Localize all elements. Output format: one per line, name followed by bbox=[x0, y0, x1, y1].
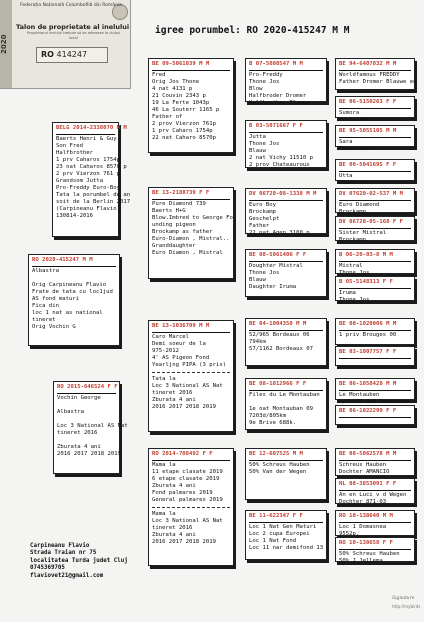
detail-line: Files du Le Montauban bbox=[249, 392, 320, 398]
sire-dam-card bbox=[148, 187, 234, 279]
detail-line: 22 nat Agen 3100 p bbox=[249, 230, 310, 236]
detail-line: Pure Diamond 739 bbox=[152, 201, 206, 207]
owner-street: Strada Traian nr 75 bbox=[30, 550, 97, 557]
detail-line: Granddaughter bbox=[152, 243, 196, 249]
sire-sire-card bbox=[148, 58, 234, 153]
owner-name: Carpineanu Flavio bbox=[30, 543, 90, 549]
great-great-grandparent-card bbox=[335, 58, 415, 90]
detail-line: 1 prv Caharo 1754p bbox=[152, 128, 213, 134]
detail-line: 975-2012 bbox=[152, 348, 179, 354]
great-grandparent-card bbox=[245, 249, 327, 297]
great-great-grandparent-card bbox=[335, 405, 415, 425]
detail-line: 19 La Ferte 1043p bbox=[152, 100, 210, 106]
detail-line: 22 nat Caharo 8570p bbox=[152, 135, 216, 141]
pigeon-details bbox=[339, 417, 411, 426]
detail-line: 21 Couvin 2343 p bbox=[152, 93, 206, 99]
detail-line: Loc 3 National AS Nat bbox=[152, 383, 223, 389]
ring-header: DV 06720-08-1338 M M bbox=[249, 191, 317, 197]
detail-line: loc 1 nat as national bbox=[32, 310, 103, 316]
great-grandparent-card bbox=[245, 318, 327, 366]
ring-number: 414247 bbox=[56, 50, 88, 59]
pigeon-details bbox=[339, 228, 411, 244]
label-year: 2020 bbox=[0, 0, 12, 88]
detail-line: Fica din bbox=[32, 303, 59, 309]
detail-line: 6 etape clasate 2019 bbox=[152, 476, 220, 482]
detail-line: Blauw bbox=[249, 148, 266, 154]
ring-header: BE 06-1058428 M M bbox=[339, 381, 397, 387]
detail-line: Mama la bbox=[152, 511, 176, 517]
detail-line bbox=[339, 360, 411, 367]
detail-line: Loc 1 Domasnea bbox=[339, 524, 387, 530]
detail-line: Zburata 4 ani bbox=[152, 532, 196, 538]
pigeon-details bbox=[339, 522, 411, 538]
great-great-grandparent-card bbox=[335, 318, 415, 345]
detail-line: Zburata 4 ani bbox=[57, 444, 101, 450]
pigeon-details bbox=[339, 108, 411, 124]
ring-header: BE 04-1004350 M M bbox=[249, 321, 307, 327]
detail-line: Blow bbox=[249, 86, 263, 92]
great-great-grandparent-card bbox=[335, 378, 415, 405]
great-great-grandparent-card bbox=[335, 188, 415, 213]
detail-line: Vochin George bbox=[57, 395, 101, 401]
great-great-grandparent-card bbox=[335, 346, 415, 366]
detail-line: Blow.Imbred to George Fo bbox=[152, 215, 233, 221]
detail-line: Pro-Freddy bbox=[249, 72, 283, 78]
ring-header: DV 06720-05-168 F F bbox=[339, 219, 403, 225]
ring-header: BE 09-5061039 M M bbox=[152, 61, 210, 67]
detail-line: Loc 11 nar demifond 13 bbox=[249, 545, 324, 551]
detail-line bbox=[57, 416, 116, 423]
detail-line: Grandsom Jutta bbox=[56, 178, 104, 184]
detail-line: Worldfamous FREDDY bbox=[339, 72, 400, 78]
ring-header: DV 07620-02-537 M M bbox=[339, 191, 403, 197]
detail-line: Orig Jos Thone bbox=[152, 79, 200, 85]
detail-line: Le Montauben bbox=[339, 392, 380, 398]
detail-line: 1e nat Montauban 09 bbox=[249, 406, 313, 412]
owner-city: localitatea Turda judet Cluj bbox=[30, 557, 128, 564]
detail-line: Tata la porumbel de an bbox=[56, 192, 131, 198]
detail-line: Dochter AMANCIO bbox=[339, 469, 390, 475]
detail-line: Son Fred bbox=[56, 143, 83, 149]
great-grandparent-card bbox=[245, 188, 327, 234]
detail-line: unding pigeon bbox=[152, 222, 196, 228]
detail-line: AS fond maturi bbox=[32, 296, 80, 302]
pigeon-details bbox=[249, 522, 323, 552]
ring-header: B 06-20-03-8 M M bbox=[339, 252, 393, 258]
page-title: igree porumbel: RO 2020-415247 M M bbox=[155, 25, 350, 36]
pigeon-details bbox=[339, 171, 411, 187]
great-great-grandparent-card bbox=[335, 216, 415, 241]
great-great-grandparent-card bbox=[335, 96, 415, 123]
detail-line: Utta bbox=[339, 173, 353, 179]
pigeon-details bbox=[339, 490, 411, 506]
detail-line: 2016 2017 2018 2019 bbox=[152, 539, 216, 545]
ring-header: BELG 2014-2338070 M M bbox=[56, 125, 127, 131]
detail-line: Euro Boy bbox=[249, 202, 276, 208]
pigeon-details bbox=[57, 393, 128, 458]
pigeon-details bbox=[152, 460, 230, 546]
detail-line: Jutta bbox=[249, 134, 266, 140]
detail-line: 794km bbox=[249, 339, 266, 345]
pigeon-details bbox=[249, 70, 323, 107]
detail-line: Pro-Freddy Euro-Boy bbox=[56, 185, 120, 191]
detail-line: 50% Schreus Hauben bbox=[249, 462, 310, 468]
pigeon-details bbox=[152, 332, 230, 411]
detail-line bbox=[57, 437, 116, 444]
sire-card bbox=[52, 122, 131, 237]
great-great-grandparent-card bbox=[335, 537, 415, 562]
detail-line: 7203d/805km bbox=[249, 413, 287, 419]
ring-header: BE 00-5041695 F F bbox=[339, 162, 397, 168]
great-grandparent-card bbox=[245, 378, 327, 430]
great-great-grandparent-card bbox=[335, 510, 415, 536]
detail-line: tineret 2016 bbox=[152, 525, 193, 531]
detail-line: Brockamp as father bbox=[152, 229, 213, 235]
ring-header: BE 12-607525 M M bbox=[249, 451, 303, 457]
detail-line: Brockamp bbox=[249, 209, 276, 215]
detail-line: Sara bbox=[339, 139, 353, 145]
detail-line: Thone Jos bbox=[339, 180, 370, 186]
pigeon-details bbox=[249, 261, 323, 291]
detail-line: 52/965 Bordeaux 06 bbox=[249, 332, 310, 338]
ring-header: BE 03-1007757 F F bbox=[339, 349, 397, 355]
detail-line: 1 prv Caharos 1754p bbox=[56, 157, 120, 163]
detail-line: 4 nat 4131 p bbox=[152, 86, 193, 92]
detail-line: (Carpineanu Flavio) bbox=[56, 206, 120, 212]
detail-line: 2 prov Chateauroux bbox=[249, 162, 310, 168]
pigeon-details bbox=[152, 199, 233, 257]
detail-line: Euro-Diamon , Mistral.. bbox=[152, 236, 230, 242]
ring-header: BE 95-5055105 M M bbox=[339, 128, 397, 134]
detail-line: 2016 2017 2018 2019 bbox=[57, 451, 121, 457]
dam-card bbox=[53, 381, 128, 474]
pigeon-details bbox=[339, 70, 417, 86]
ring-header: RO 2020-415247 M M bbox=[32, 257, 93, 263]
detail-line: Loc 2 cupa Europei bbox=[249, 531, 310, 537]
detail-line: Sumora bbox=[339, 110, 360, 116]
pigeon-details bbox=[249, 132, 323, 169]
detail-line: Albastra bbox=[32, 268, 59, 274]
dam-sire-card bbox=[148, 320, 234, 432]
dam-dam-card bbox=[148, 448, 234, 566]
pigeon-details bbox=[152, 70, 230, 142]
detail-line: Daughter Iruma bbox=[249, 284, 297, 290]
detail-line: Caro Marcel bbox=[152, 334, 190, 340]
detail-line: 2 prv Vierzon 761 p bbox=[56, 171, 120, 177]
ring-header: RO 2015-646524 F F bbox=[57, 384, 118, 390]
detail-line: 57/1162 Bordeaux 07 bbox=[249, 346, 313, 352]
detail-line: Loc 3 National AS Nat bbox=[152, 518, 223, 524]
ring-header: B 03-5071667 F F bbox=[249, 123, 303, 129]
great-great-grandparent-card bbox=[335, 448, 415, 476]
detail-line: Thone Jos bbox=[339, 270, 370, 276]
ring-header: BE 13-2188739 F F bbox=[152, 190, 210, 196]
great-great-grandparent-card bbox=[335, 249, 415, 274]
owner-info bbox=[30, 543, 128, 580]
detail-line: tineret 2016 bbox=[57, 430, 98, 436]
detail-line: 2 prov Vierzon 761p bbox=[152, 121, 216, 127]
detail-line: Loc 1 Nat Gen Maturi bbox=[249, 524, 317, 530]
detail-line: Mama la bbox=[152, 462, 176, 468]
detail-line: 2016 2017 2018 2019 bbox=[152, 404, 216, 410]
detail-line: 9552p. bbox=[339, 531, 360, 537]
ring-header: BE 11-622347 F F bbox=[249, 513, 303, 519]
detail-line bbox=[339, 419, 411, 426]
detail-line: Sister Mistral bbox=[339, 230, 387, 236]
detail-line: Iruma bbox=[339, 290, 356, 296]
pigeon-details bbox=[249, 460, 323, 476]
detail-line: 130814-2016 bbox=[56, 213, 94, 219]
great-grandparent-card bbox=[245, 448, 327, 500]
detail-line: Zburata 4 ani bbox=[152, 483, 196, 489]
detail-line: 1 priv Brouges 00 bbox=[339, 332, 397, 338]
detail-line: Thone Jos bbox=[339, 297, 370, 303]
great-great-grandparent-card bbox=[335, 478, 415, 504]
detail-line: tineret 2016 bbox=[152, 390, 193, 396]
ring-header: BE 08-5062578 M M bbox=[339, 451, 397, 457]
detail-line: Frate de tata cu loc1jud bbox=[32, 289, 113, 295]
detail-line: Thone Jos bbox=[339, 117, 370, 123]
detail-line: Brockamp bbox=[339, 237, 366, 243]
detail-line: 23 nat Caharos 8570 p bbox=[56, 164, 127, 170]
detail-line: Halfbrother bbox=[56, 150, 94, 156]
separator bbox=[152, 372, 230, 373]
detail-line: Brockamp bbox=[339, 209, 366, 215]
pigeon-details bbox=[339, 330, 411, 339]
detail-line: Euro Diamond bbox=[339, 202, 380, 208]
detail-line: 50% Van der Wegen bbox=[249, 469, 307, 475]
owner-phone: 0745369705 bbox=[30, 565, 65, 572]
detail-line: Demi soeur de la bbox=[152, 341, 206, 347]
great-grandparent-card bbox=[245, 510, 327, 560]
detail-line: 2 nat Vichy 11510 p bbox=[249, 155, 313, 161]
detail-line: Blauw bbox=[249, 277, 266, 283]
pigeon-details bbox=[249, 390, 323, 427]
ring-header: BE 06-1022299 F F bbox=[339, 408, 397, 414]
ring-header: B 07-5080547 M M bbox=[249, 61, 303, 67]
detail-line: Tata la bbox=[152, 376, 176, 382]
detail-line: Fond palmares 2019 bbox=[152, 490, 213, 496]
detail-line: Loc 1 Nat Fond bbox=[249, 538, 297, 544]
great-grandparent-card bbox=[245, 58, 327, 106]
ring-header: NL 08-3853091 F F bbox=[339, 481, 397, 487]
detail-line bbox=[32, 275, 116, 282]
label-small-text: Proprietarul inelului trebuie să se adreseze la clubul local bbox=[26, 31, 121, 40]
detail-line: Euro Diamon , Mistral bbox=[152, 250, 223, 256]
detail-line: Baerts Henri & Guy bbox=[56, 136, 117, 142]
detail-line: Fred bbox=[152, 72, 166, 78]
detail-line: Baerts H+G bbox=[152, 208, 186, 214]
detail-line: 1/7.203 Nat Montauban bbox=[339, 399, 410, 405]
ring-ownership-label bbox=[0, 0, 131, 89]
label-organization: Federația Națională Columbofilă din România bbox=[20, 3, 122, 8]
detail-line: Father of bbox=[152, 114, 183, 120]
detail-line: Albastra bbox=[57, 409, 84, 415]
detail-line: Father Dromer Blauwe en bbox=[339, 79, 417, 85]
ring-header: BE 94-6407032 M M bbox=[339, 61, 397, 67]
detail-line: Thone Jos bbox=[249, 79, 280, 85]
ring-header: BE 08-5061406 F F bbox=[249, 252, 307, 258]
ring-header: BE 08-1012966 F F bbox=[249, 381, 307, 387]
signature: Signature bbox=[392, 596, 415, 601]
separator bbox=[152, 507, 230, 508]
pigeon-details bbox=[339, 137, 411, 153]
detail-line: Orig Vochin G bbox=[32, 324, 76, 330]
detail-line: Geschelpt bbox=[249, 216, 280, 222]
detail-line: 9e Brive 688k. bbox=[249, 420, 297, 426]
detail-line: 46 La Souterr 1165 p bbox=[152, 107, 220, 113]
detail-line: Father bbox=[249, 223, 270, 229]
detail-line: Orig Carpineanu Flavio bbox=[32, 282, 107, 288]
detail-line: Dochter 871-03 bbox=[339, 499, 387, 505]
detail-line: 11 etape clasate 2019 bbox=[152, 469, 223, 475]
detail-line: Yearljng PIPA (3 prix) bbox=[152, 362, 227, 368]
great-grandparent-card bbox=[245, 120, 327, 168]
ring-prefix: RO bbox=[41, 50, 54, 59]
ring-header: RO 10-138658 F F bbox=[339, 540, 393, 546]
great-great-grandparent-card bbox=[335, 276, 415, 301]
detail-line: Schreus Hauben bbox=[339, 462, 387, 468]
ring-header: BE 06-5150263 F F bbox=[339, 99, 397, 105]
ring-number-box bbox=[36, 47, 108, 63]
detail-line: soit de la Berlin 2017 bbox=[56, 199, 131, 205]
great-great-grandparent-card bbox=[335, 125, 415, 152]
great-great-grandparent-card bbox=[335, 159, 415, 186]
detail-line bbox=[57, 402, 116, 409]
detail-line: Zburata 4 ani bbox=[152, 397, 196, 403]
detail-line: 4' AS Pigeon Fond bbox=[152, 355, 210, 361]
detail-line: Halfbrother Blauwe bbox=[249, 100, 310, 106]
detail-line: Mistral bbox=[339, 263, 363, 269]
ring-header: BE 00-1020006 M M bbox=[339, 321, 397, 327]
pigeon-details bbox=[339, 288, 411, 304]
detail-line: Doughter Mistral bbox=[249, 263, 303, 269]
pigeon-details bbox=[339, 390, 411, 406]
detail-line: An en Luci v d Wegen bbox=[339, 492, 407, 498]
pigeon-details bbox=[56, 134, 131, 220]
pigeon-details bbox=[32, 266, 116, 331]
pigeon-details bbox=[249, 330, 323, 353]
pigeon-details bbox=[339, 358, 411, 367]
detail-line: Thone Jos bbox=[249, 270, 280, 276]
pigeon-details bbox=[339, 460, 411, 476]
detail-line: 50% J Jellema bbox=[339, 558, 383, 564]
watermark-url: http://mybirds bbox=[392, 604, 421, 609]
label-heading: Talon de proprietate al inelului bbox=[16, 23, 130, 31]
detail-line: Thone Jos bbox=[339, 146, 370, 152]
pigeon-details bbox=[339, 261, 411, 277]
detail-line: tineret bbox=[32, 317, 56, 323]
ring-header: RO 10-138640 M M bbox=[339, 513, 393, 519]
ring-header: RO 2014-708492 F F bbox=[152, 451, 213, 457]
pigeon-details bbox=[339, 200, 411, 216]
detail-line: General palmares 2019 bbox=[152, 497, 223, 503]
pigeon-details bbox=[249, 200, 323, 237]
detail-line: Halfbroder Dromer bbox=[249, 93, 307, 99]
detail-line: Loc 3 National AS Nat bbox=[57, 423, 128, 429]
detail-line: 50% Schreus Hauben bbox=[339, 551, 400, 557]
detail-line bbox=[249, 399, 323, 406]
owner-email: flaviovet21@gmail.com bbox=[30, 572, 104, 579]
detail-line: Thone Jos bbox=[249, 141, 280, 147]
ring-header: BE 13-1036709 M M bbox=[152, 323, 210, 329]
ring-header: B 05-5148313 F F bbox=[339, 279, 393, 285]
pigeon-details bbox=[339, 549, 411, 565]
main-pigeon-card bbox=[28, 254, 120, 346]
